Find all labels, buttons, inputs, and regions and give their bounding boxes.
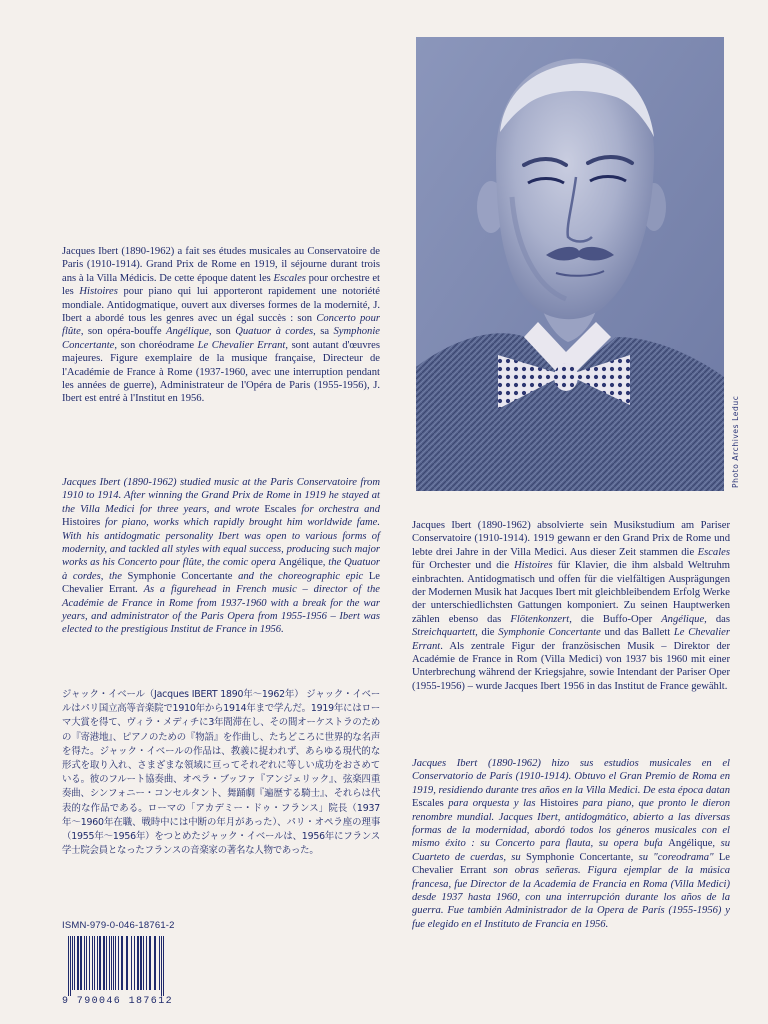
barcode-bar xyxy=(86,936,87,990)
barcode-bar xyxy=(74,936,75,990)
ismn-number: ISMN-979-0-046-18761-2 xyxy=(62,920,175,931)
ismn-barcode-block xyxy=(62,920,302,1007)
barcode-bar xyxy=(143,936,144,990)
barcode-bar xyxy=(103,936,105,990)
barcode-digits: 9 790046 187612 xyxy=(62,996,174,1007)
photo-credit: Photo Archives Leduc xyxy=(731,395,740,488)
french-biography xyxy=(62,245,380,415)
spanish-paragraph: Jacques Ibert (1890-1962) hizo sus estudios musicales en el Conservatorio de París (1910-1914). Obtuvo el Gran Premio de Roma en 1919, residiendo durante tres años en la Villa Medici. De esta época datan Escales para orquesta y las Histoires para piano, que pronto le dieron renombre mundial. Jacques Ibert, antidogmático, abierto a las diversas formas de la modernidad, abordó todos los géneros musicales con el mismo éxito : su Concerto para flauta, su opera bufa Angélique, su Cuarteto de cuerdas, su Symphonie Concertante, su "coreodrama" Le Chevalier Errant son obras señeras. Figura ejemplar de la música francesa, fue Director de la Academia de Francia en Roma (Villa Medici) desde 1937 hasta 1960, con una interrupción durante los años de la guerra. Fue también Administrador de la Opera de París (1955-1956) y fue elegido en el Instituto de Francia en 1956. xyxy=(412,758,731,930)
barcode-bar xyxy=(140,936,142,990)
barcode-bar xyxy=(68,936,69,996)
barcode-bar xyxy=(89,936,90,990)
barcode-bar xyxy=(70,936,71,996)
barcode-bar xyxy=(149,936,151,990)
barcode-bar xyxy=(159,936,160,990)
barcode-bar xyxy=(111,936,112,990)
barcode-bar xyxy=(134,936,135,990)
french-paragraph: Jacques Ibert (1890-1962) a fait ses études musicales au Conservatoire de Paris (1910-1914). Grand Prix de Rome en 1919, il séjourne durant trois ans à la Villa Médicis. De cette époque datent les Escales pour orchestre et les Histoires pour piano qui lui apporteront rapidement une notoriété mondiale. Antidogmatique, ouvert aux diverses formes de la modernité, J. Ibert a abordé tous les genres avec un égal succès : son Concerto pour flûte, son opéra-bouffe Angélique, son Quatuor à cordes, sa Symphonie Concertante, son choréodrame Le Chevalier Errant, sont autant d'œuvres majeures. Figure exemplaire de la musique française, Directeur de l'Académie de France à Rome (1937-1960, avec une interruption pendant les années de guerre), Administrateur de l'Opéra de Paris (1955-1956), J. Ibert est entré à l'Institut en 1956. xyxy=(62,246,381,405)
barcode-icon xyxy=(62,936,192,998)
barcode-bar xyxy=(126,936,128,990)
barcode-bar xyxy=(109,936,110,990)
barcode-bar xyxy=(97,936,98,990)
barcode-bar xyxy=(121,936,123,990)
barcode-bar xyxy=(118,936,119,990)
portrait-photo xyxy=(416,37,724,491)
barcode-bar xyxy=(80,936,82,990)
barcode-bar xyxy=(94,936,95,990)
barcode-bar xyxy=(154,936,156,990)
barcode-bar xyxy=(131,936,132,990)
barcode-bar xyxy=(137,936,139,990)
barcode-bar xyxy=(115,936,116,990)
barcode-bar xyxy=(92,936,93,990)
german-biography xyxy=(412,519,730,702)
japanese-biography xyxy=(62,688,380,867)
spanish-biography xyxy=(412,757,730,940)
barcode-bar xyxy=(161,936,162,996)
barcode-bar xyxy=(99,936,101,990)
barcode-bar xyxy=(106,936,107,990)
japanese-paragraph: ジャック・イベール（Jacques IBERT 1890年〜1962年） ジャック・イベールはパリ国立高等音楽院で1910年から1914年まで学んだ。1919年にはローマ大賞を得て、ヴィラ・メディチに3年間滞在し、その間オーケストラのための『寄港地』、ピアノのための『物語』を作曲し、たちどころに世界的な名声を得た。ジャック・イベールの作品は、教義に捉われず、あらゆる現代的な形式を取り入れ、さまざまな領域に亘ってそれぞれに等しい成功をおさめている。彼のフルート協奏曲、オペラ・ブッファ『アンジェリック』、弦楽四重奏曲、シンフォニー・コンセルタント、舞踊劇『遍歴する騎士』、それらは代表的な作品である。ローマの「アカデミー・ドゥ・フランス」院長（1937年〜1960年在職、戦時中には中断の年月があった）、パリ・オペラ座の理事（1955年〜1956年）をつとめたジャック・イベールは、1956年にフランス学士院会員となったフランスの音楽家の著名な人物であった。 xyxy=(62,689,380,857)
barcode-bar xyxy=(113,936,114,990)
barcode-bar xyxy=(146,936,147,990)
german-paragraph: Jacques Ibert (1890-1962) absolvierte sein Musikstudium am Pariser Conservatoire (1910-1914). 1919 gewann er den Grand Prix de Rome und lebte drei Jahre in der Villa Medici. Aus dieser Zeit stammen die Escales für Orchester und die Histoires für Klavier, die ihm alsbald Weltruhm einbrachten. Antidogmatisch und offen für die vielfältigen Ausprägungen der Modernen Musik hat Jacques Ibert mit gleichbleibendem Erfolg Werke der unterschiedlichsten Gattungen komponiert. Zu seinen Hauptwerken zählen ebenso das Flötenkonzert, die Buffo-Oper Angélique, das Streichquartett, die Symphonie Concertante und das Ballett Le Chevalier Errant. Als zentrale Figur der französischen Musik – Direktor der Académie de France in Rom (Villa Medici) von 1937 bis 1960 mit einer Unterbrechung während der Kriegsjahre, sowie Intendant der Pariser Oper (1955-1956) – wurde Jacques Ibert 1956 in das Institut de France gewählt. xyxy=(412,520,730,692)
barcode-bar xyxy=(77,936,79,990)
english-biography xyxy=(62,476,380,646)
portrait-illustration xyxy=(416,37,724,491)
barcode-bar xyxy=(163,936,164,996)
english-paragraph: Jacques Ibert (1890-1962) studied music at the Paris Conservatoire from 1910 to 1914. After winning the Grand Prix de Rome in 1919 he stayed at the Villa Medici for three years, and wrote Escales for orchestra and Histoires for piano, works which rapidly brought him worldwide fame. With his antidogmatic personality Ibert was open to various forms of modernity, and tackled all styles with equal success, producing such major works as his Concerto pour flûte, the comic opera Angélique, the Quatuor à cordes, the Symphonie Concertante and the choreographic epic Le Chevalier Errant. As a figurehead in French music – director of the Académie de France in Rome from 1937-1960 with a break for the war years, and administrator of the Paris Opera from 1955-1956 – Ibert was elected to the prestigious Institut de France in 1956. xyxy=(62,477,381,636)
barcode-bar xyxy=(84,936,85,990)
barcode-bar xyxy=(72,936,73,990)
